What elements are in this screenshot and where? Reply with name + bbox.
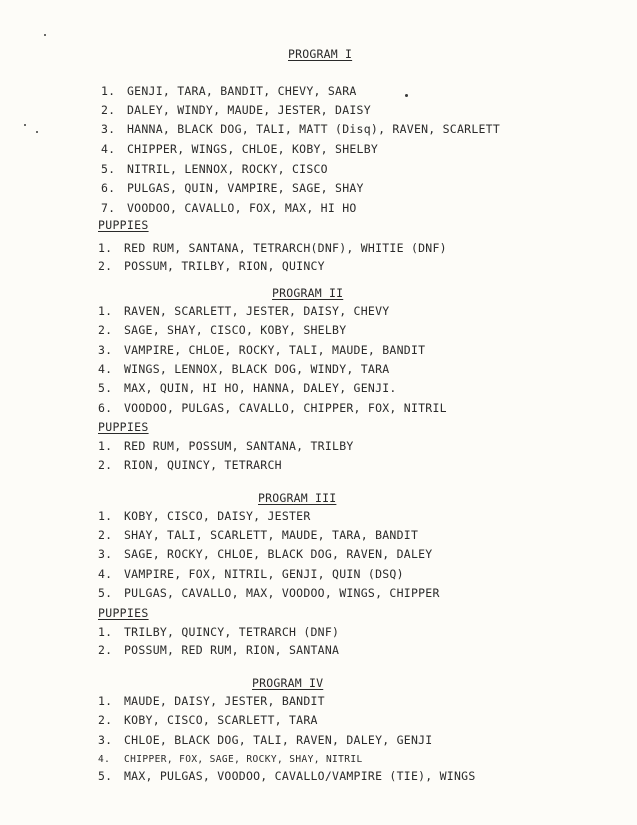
program-2-row (98, 362, 389, 376)
row-number: 2. (101, 103, 116, 117)
program-2-puppy-row (98, 439, 354, 453)
row-text: WINGS, LENNOX, BLACK DOG, WINDY, TARA (124, 362, 390, 376)
program-4-row (98, 753, 363, 767)
row-number: 1. (98, 304, 113, 318)
row-number: 3. (101, 122, 116, 136)
row-text: SAGE, SHAY, CISCO, KOBY, SHELBY (124, 323, 347, 337)
row-text: RED RUM, POSSUM, SANTANA, TRILBY (124, 439, 354, 453)
row-number: 5. (98, 769, 113, 783)
row-number: 3. (98, 733, 113, 747)
row-number: 1. (98, 241, 113, 255)
program-2-puppy-row (98, 458, 282, 472)
row-text: MAX, QUIN, HI HO, HANNA, DALEY, GENJI. (124, 381, 397, 395)
row-number: 2. (98, 713, 113, 727)
row-number: 4. (98, 754, 111, 765)
program-3-puppies-label: PUPPIES (98, 606, 149, 620)
row-number: 5. (98, 381, 113, 395)
row-text: HANNA, BLACK DOG, TALI, MATT (Disq), RAVEN, SCARLETT (127, 122, 501, 136)
program-3-row (98, 567, 404, 581)
program-2-row (98, 401, 447, 415)
row-text: VOODOO, CAVALLO, FOX, MAX, HI HO (127, 201, 357, 215)
program-1-row (101, 103, 371, 117)
program-1-row (101, 122, 500, 136)
program-1-puppy-row (98, 259, 325, 273)
program-4-row (98, 694, 325, 708)
row-text: RAVEN, SCARLETT, JESTER, DAISY, CHEVY (124, 304, 390, 318)
row-number: 2. (98, 323, 113, 337)
program-1-row (101, 84, 357, 98)
program-3-row (98, 528, 418, 542)
row-number: 4. (101, 142, 116, 156)
row-text: NITRIL, LENNOX, ROCKY, CISCO (127, 162, 328, 176)
row-number: 2. (98, 643, 113, 657)
row-text: PULGAS, QUIN, VAMPIRE, SAGE, SHAY (127, 181, 364, 195)
program-3-row (98, 509, 311, 523)
row-number: 1. (98, 509, 113, 523)
row-number: 3. (98, 547, 113, 561)
row-text: VOODOO, PULGAS, CAVALLO, CHIPPER, FOX, NITRIL (124, 401, 447, 415)
row-number: 6. (98, 401, 113, 415)
paper-speck (405, 94, 408, 97)
row-number: 2. (98, 259, 113, 273)
row-text: TRILBY, QUINCY, TETRARCH (DNF) (124, 625, 340, 639)
row-number: 2. (98, 458, 113, 472)
row-text: CHIPPER, WINGS, CHLOE, KOBY, SHELBY (127, 142, 379, 156)
row-text: MAX, PULGAS, VOODOO, CAVALLO/VAMPIRE (TIE), WINGS (124, 769, 476, 783)
program-1-puppies-label: PUPPIES (98, 218, 149, 232)
row-text: POSSUM, TRILBY, RION, QUINCY (124, 259, 325, 273)
row-number: 1. (101, 84, 116, 98)
program-3-row (98, 586, 440, 600)
row-text: VAMPIRE, FOX, NITRIL, GENJI, QUIN (DSQ) (124, 567, 404, 581)
row-number: 6. (101, 181, 116, 195)
row-text: MAUDE, DAISY, JESTER, BANDIT (124, 694, 325, 708)
program-2-row (98, 381, 397, 395)
program-4-title: PROGRAM IV (252, 676, 324, 690)
row-number: 2. (98, 528, 113, 542)
program-1-row (101, 142, 378, 156)
program-4-row (98, 769, 476, 783)
row-number: 1. (98, 694, 113, 708)
row-text: CHIPPER, FOX, SAGE, ROCKY, SHAY, NITRIL (124, 754, 363, 765)
row-text: SHAY, TALI, SCARLETT, MAUDE, TARA, BANDIT (124, 528, 419, 542)
program-1-row (101, 181, 364, 195)
row-text: POSSUM, RED RUM, RION, SANTANA (124, 643, 340, 657)
row-text: RION, QUINCY, TETRARCH (124, 458, 282, 472)
row-number: 3. (98, 343, 113, 357)
row-number: 5. (98, 586, 113, 600)
row-number: 1. (98, 439, 113, 453)
row-text: SAGE, ROCKY, CHLOE, BLACK DOG, RAVEN, DALEY (124, 547, 433, 561)
paper-speck (24, 124, 26, 126)
program-3-row (98, 547, 432, 561)
program-3-puppy-row (98, 625, 339, 639)
program-2-row (98, 343, 425, 357)
row-text: DALEY, WINDY, MAUDE, JESTER, DAISY (127, 103, 371, 117)
row-number: 4. (98, 567, 113, 581)
row-text: GENJI, TARA, BANDIT, CHEVY, SARA (127, 84, 357, 98)
program-4-row (98, 713, 318, 727)
row-text: KOBY, CISCO, DAISY, JESTER (124, 509, 311, 523)
program-1-row (101, 162, 328, 176)
row-number: 5. (101, 162, 116, 176)
program-3-puppy-row (98, 643, 339, 657)
program-4-row (98, 733, 432, 747)
row-number: 1. (98, 625, 113, 639)
program-1-puppy-row (98, 241, 447, 255)
row-text: KOBY, CISCO, SCARLETT, TARA (124, 713, 318, 727)
row-text: RED RUM, SANTANA, TETRARCH(DNF), WHITIE (DNF) (124, 241, 447, 255)
row-number: 7. (101, 201, 116, 215)
paper-speck (44, 34, 46, 36)
row-number: 4. (98, 362, 113, 376)
row-text: VAMPIRE, CHLOE, ROCKY, TALI, MAUDE, BANDIT (124, 343, 426, 357)
program-3-title: PROGRAM III (258, 491, 337, 505)
row-text: PULGAS, CAVALLO, MAX, VOODOO, WINGS, CHIPPER (124, 586, 440, 600)
program-1-title: PROGRAM I (288, 47, 353, 61)
paper-speck (36, 131, 38, 133)
row-text: CHLOE, BLACK DOG, TALI, RAVEN, DALEY, GENJI (124, 733, 433, 747)
program-2-row (98, 323, 346, 337)
program-2-title: PROGRAM II (272, 286, 344, 300)
program-2-row (98, 304, 389, 318)
program-2-puppies-label: PUPPIES (98, 420, 149, 434)
program-1-row (101, 201, 357, 215)
